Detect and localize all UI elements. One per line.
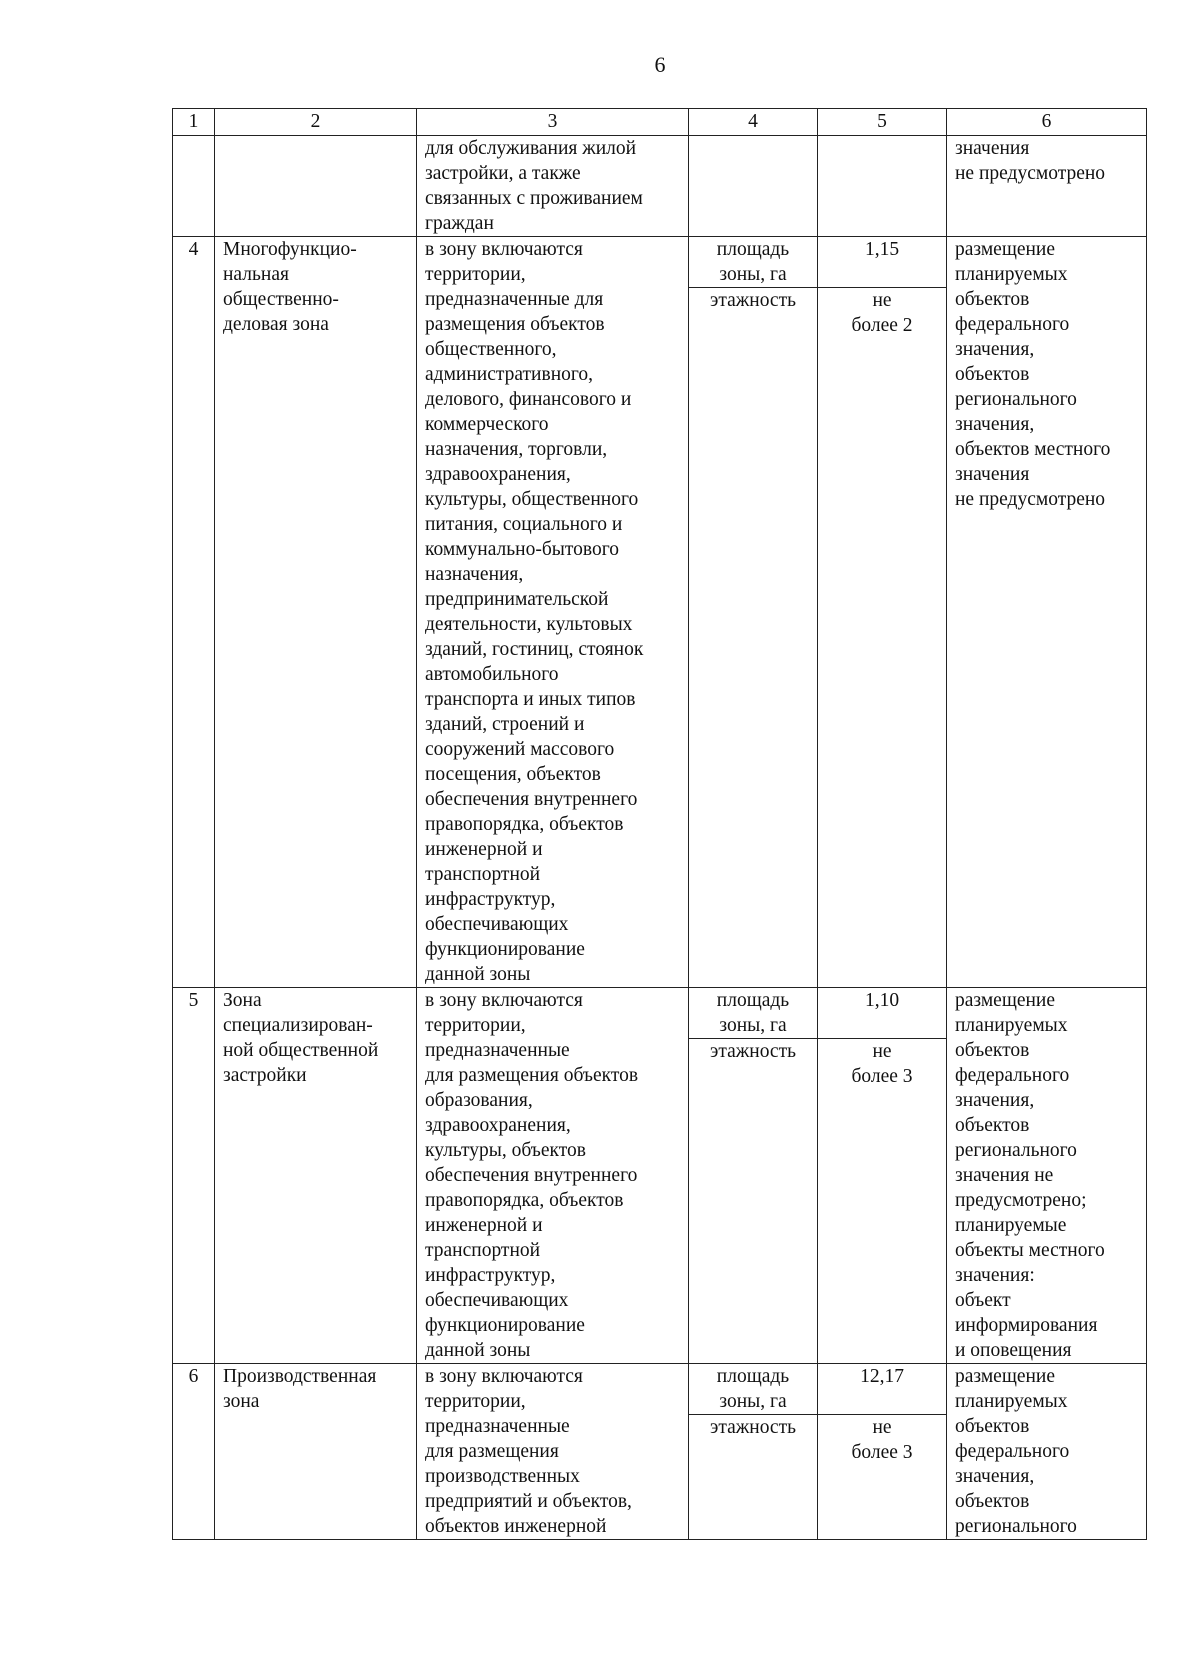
zone-name-cell: Зона специализирован- ной общественной застройки bbox=[215, 988, 417, 1364]
parameter-area-cell: площадь зоны, га bbox=[689, 237, 818, 288]
header-cell: 5 bbox=[818, 109, 947, 136]
header-cell: 6 bbox=[947, 109, 1147, 136]
value-floors-cell: не более 3 bbox=[818, 1415, 947, 1540]
value-floors-cell: не более 3 bbox=[818, 1039, 947, 1364]
parameter-area-cell: площадь зоны, га bbox=[689, 1364, 818, 1415]
zone-description-cell: в зону включаются территории, предназначенные для размещения производственных предприятий и объектов, объектов инженерной bbox=[417, 1364, 689, 1540]
header-row bbox=[173, 109, 1147, 136]
parameter-floors-cell: этажность bbox=[689, 1039, 818, 1364]
table-row bbox=[173, 237, 1147, 288]
value-area-cell: 1,15 bbox=[818, 237, 947, 288]
parameter-floors-cell: этажность bbox=[689, 288, 818, 988]
zones-table bbox=[172, 108, 1147, 1540]
value-area-cell: 12,17 bbox=[818, 1364, 947, 1415]
value-floors-cell: не более 2 bbox=[818, 288, 947, 988]
header-cell: 4 bbox=[689, 109, 818, 136]
planned-objects-cell: размещение планируемых объектов федерального значения, объектов регионального bbox=[947, 1364, 1147, 1540]
parameter-cell bbox=[689, 136, 818, 237]
header-cell: 3 bbox=[417, 109, 689, 136]
row-number-cell: 5 bbox=[173, 988, 215, 1364]
planned-objects-cell: значения не предусмотрено bbox=[947, 136, 1147, 237]
planned-objects-cell: размещение планируемых объектов федерального значения, объектов регионального значения не предусмотрено; планируемые объекты местного значения: объект информирования и оповещения bbox=[947, 988, 1147, 1364]
table-row-continued bbox=[173, 136, 1147, 237]
zone-name-cell: Производственная зона bbox=[215, 1364, 417, 1540]
zone-description-cell: для обслуживания жилой застройки, а также связанных с проживанием граждан bbox=[417, 136, 689, 237]
header-cell: 2 bbox=[215, 109, 417, 136]
zone-name-cell: Многофункцио- нальная общественно- деловая зона bbox=[215, 237, 417, 988]
zone-name-cell bbox=[215, 136, 417, 237]
row-number-cell: 4 bbox=[173, 237, 215, 988]
zone-description-cell: в зону включаются территории, предназначенные для размещения объектов образования, здравоохранения, культуры, объектов обеспечения внутреннего правопорядка, объектов инженерной и транспортной инфраструктур, обеспечивающих функционирование данной зоны bbox=[417, 988, 689, 1364]
parameter-floors-cell: этажность bbox=[689, 1415, 818, 1540]
planned-objects-cell: размещение планируемых объектов федерального значения, объектов регионального значения, объектов местного значения не предусмотрено bbox=[947, 237, 1147, 988]
value-area-cell: 1,10 bbox=[818, 988, 947, 1039]
row-number-cell: 6 bbox=[173, 1364, 215, 1540]
row-number-cell bbox=[173, 136, 215, 237]
table-row bbox=[173, 1364, 1147, 1415]
value-cell bbox=[818, 136, 947, 237]
zone-description-cell: в зону включаются территории, предназначенные для размещения объектов общественного, административного, делового, финансового и коммерческого назначения, торговли, здравоохранения, культуры, общественного питания, социального и коммунально-бытового назначения, предпринимательской деятельности, культовых зданий, гостиниц, стоянок автомобильного транспорта и иных типов зданий, строений и сооружений массового посещения, объектов обеспечения внутреннего правопорядка, объектов инженерной и транспортной инфраструктур, обеспечивающих функционирование данной зоны bbox=[417, 237, 689, 988]
header-cell: 1 bbox=[173, 109, 215, 136]
parameter-area-cell: площадь зоны, га bbox=[689, 988, 818, 1039]
table-row bbox=[173, 988, 1147, 1039]
page-number: 6 bbox=[654, 52, 666, 77]
